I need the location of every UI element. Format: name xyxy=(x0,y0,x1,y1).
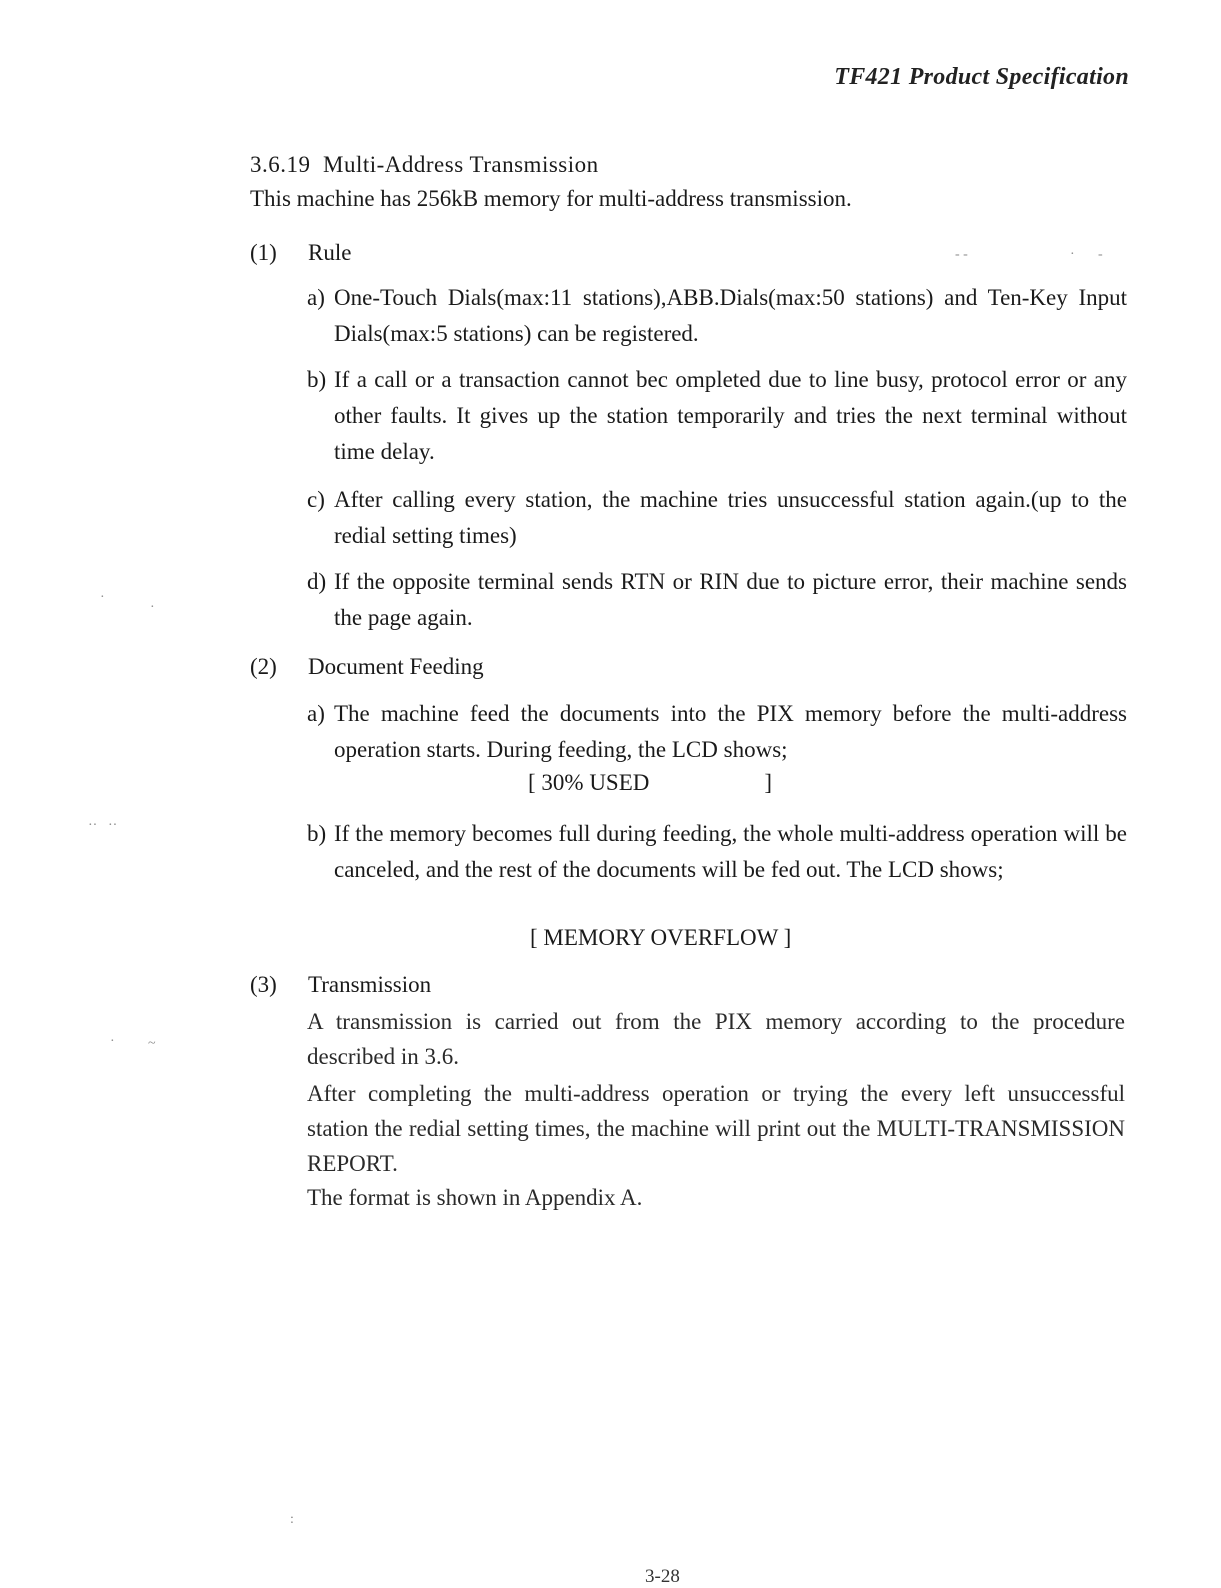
feeding-title: Document Feeding xyxy=(308,654,484,679)
scan-speck: · xyxy=(100,590,105,605)
feeding-item-text: If the memory becomes full during feeding, the whole multi-address operation will be canceled, and the rest of the documents will be fed out. The LCD shows; xyxy=(334,821,1127,882)
rule-heading xyxy=(250,240,351,266)
scan-speck: - xyxy=(1098,247,1103,262)
transmission-paragraph-2: After completing the multi-address operation or trying the every left unsuccessful station the redial setting times, the machine will print out the MULTI-TRANSMISSION REPORT. xyxy=(307,1081,1125,1176)
rule-item-c xyxy=(307,482,1127,554)
lcd-overflow-display: [ MEMORY OVERFLOW ] xyxy=(530,925,792,950)
rule-number: (1) xyxy=(250,240,277,265)
scan-speck: : xyxy=(290,1512,294,1527)
scan-speck: - - xyxy=(955,247,968,262)
feeding-heading xyxy=(250,654,484,680)
feeding-item-label: a) xyxy=(307,701,325,726)
scan-speck: ~ xyxy=(148,1036,156,1051)
scan-speck: ·· xyxy=(88,818,98,833)
scan-speck: · xyxy=(110,1034,115,1049)
lcd-used-display: [ 30% USED ] xyxy=(528,770,773,795)
page-header: TF421 Product Specification xyxy=(834,64,1129,90)
rule-item-label: d) xyxy=(307,569,327,594)
rule-item-text: One-Touch Dials(max:11 stations),ABB.Dials(max:50 stations) and Ten-Key Input Dials(max:5 stations) can be registered. xyxy=(334,285,1127,346)
transmission-heading xyxy=(250,972,431,998)
rule-item-text: After calling every station, the machine tries unsuccessful station again.(up to the redial setting times) xyxy=(334,487,1127,548)
scan-speck: ·· xyxy=(108,818,118,833)
section-title: 3.6.19 Multi-Address Transmission xyxy=(250,152,599,177)
scan-speck: · xyxy=(150,600,155,615)
feeding-item-label: b) xyxy=(307,821,327,846)
feeding-item-text: The machine feed the documents into the PIX memory before the multi-address operation starts. During feeding, the LCD shows; xyxy=(334,701,1127,762)
rule-item-label: c) xyxy=(307,487,325,512)
transmission-number: (3) xyxy=(250,972,277,997)
transmission-paragraph-1: A transmission is carried out from the PIX memory according to the procedure described in 3.6. xyxy=(307,1009,1125,1069)
page-number: 3-28 xyxy=(645,1566,680,1587)
rule-item-b xyxy=(307,362,1127,470)
feeding-number: (2) xyxy=(250,654,277,679)
transmission-title: Transmission xyxy=(308,972,432,997)
feeding-item-a xyxy=(307,696,1127,768)
rule-item-d xyxy=(307,564,1127,636)
rule-item-a xyxy=(307,280,1127,352)
transmission-paragraph-3: The format is shown in Appendix A. xyxy=(307,1185,643,1210)
feeding-item-b xyxy=(307,816,1127,888)
scan-speck: · xyxy=(1070,247,1075,262)
section-intro: This machine has 256kB memory for multi-address transmission. xyxy=(250,186,852,211)
rule-item-label: a) xyxy=(307,285,325,310)
rule-item-label: b) xyxy=(307,367,327,392)
rule-item-text: If the opposite terminal sends RTN or RIN due to picture error, their machine sends the page again. xyxy=(334,569,1127,630)
rule-item-text: If a call or a transaction cannot bec ompleted due to line busy, protocol error or any other faults. It gives up the station temporarily and tries the next terminal without time delay. xyxy=(334,367,1127,464)
rule-title: Rule xyxy=(308,240,352,265)
